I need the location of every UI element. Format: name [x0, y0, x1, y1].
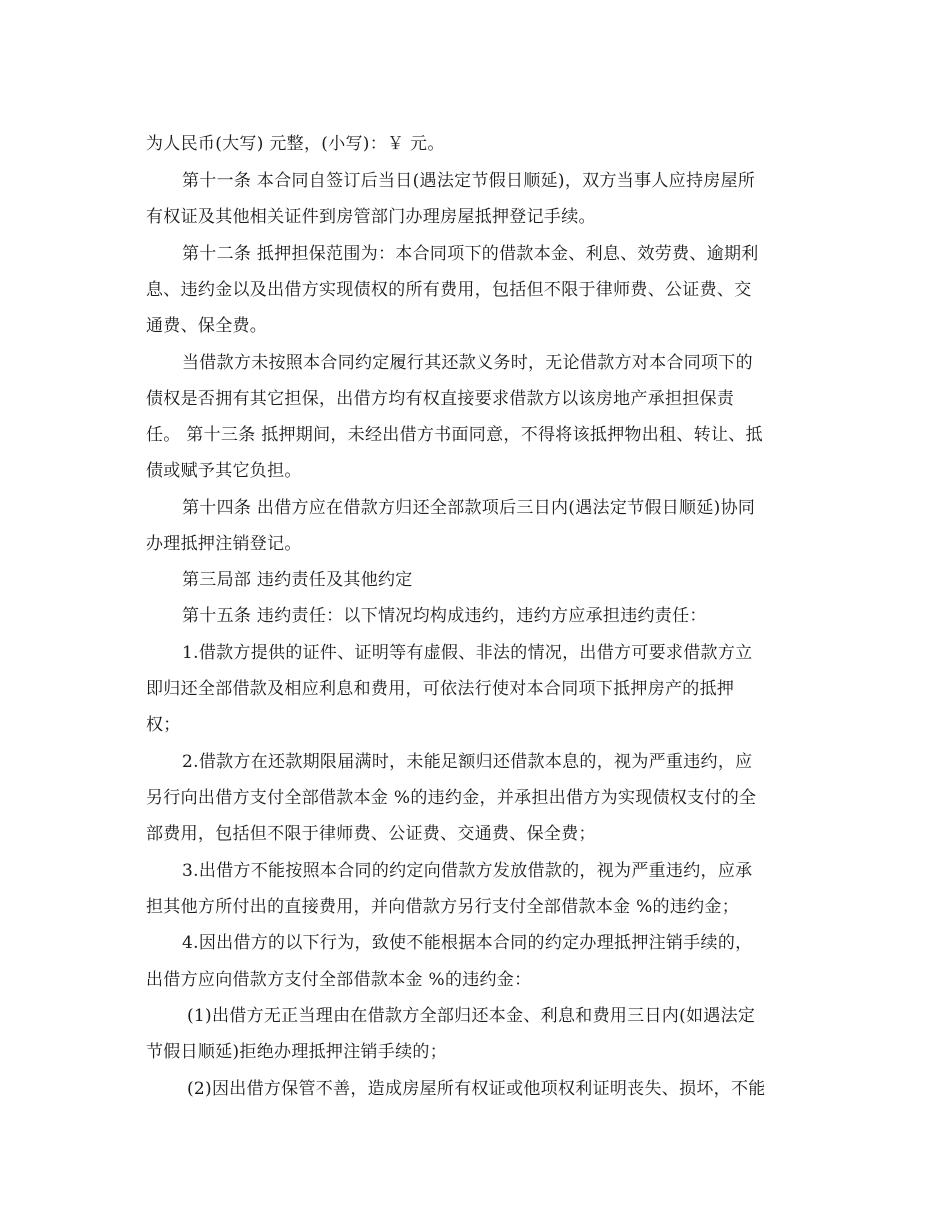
text-line: 息、违约金以及出借方实现债权的所有费用，包括但不限于律师费、公证费、交	[146, 280, 752, 300]
text-line: 第十四条 出借方应在借款方归还全部款项后三日内(遇法定节假日顺延)协同	[182, 498, 756, 518]
text-line: 债权是否拥有其它担保，出借方均有权直接要求借款方以该房地产承担担保责	[146, 389, 735, 409]
text-line: 第十一条 本合同自签订后当日(遇法定节假日顺延)，双方当事人应持房屋所	[182, 171, 756, 191]
text-line: 当借款方未按照本合同约定履行其还款义务时，无论借款方对本合同项下的	[182, 353, 753, 373]
text-line: 第十二条 抵押担保范围为：本合同项下的借款本金、利息、效劳费、逾期利	[182, 244, 759, 264]
text-line: 债或赋予其它负担。	[146, 461, 302, 481]
text-line: 2.借款方在还款期限届满时，未能足额归还借款本息的，视为严重违约，应	[182, 752, 753, 772]
text-line: 3.出借方不能按照本合同的约定向借款方发放借款的，视为严重违约，应承	[182, 861, 753, 881]
text-line: 有权证及其他相关证件到房管部门办理房屋抵押登记手续。	[146, 207, 596, 227]
text-line: 即归还全部借款及相应利息和费用，可依法行使对本合同项下抵押房产的抵押	[146, 679, 735, 699]
section-heading: 第三局部 违约责任及其他约定	[182, 570, 413, 590]
text-line: (2)因出借方保管不善，造成房屋所有权证或他项权利证明丧失、损坏，不能	[187, 1079, 766, 1099]
text-line: 第十五条 违约责任：以下情况均构成违约，违约方应承担违约责任：	[182, 606, 707, 626]
text-line: 担其他方所付出的直接费用，并向借款方另行支付全部借款本金 %的违约金；	[146, 897, 740, 917]
text-line: 另行向出借方支付全部借款本金 %的违约金，并承担出借方为实现债权支付的全	[146, 788, 757, 808]
text-line: 权；	[146, 715, 181, 735]
text-line: 办理抵押注销登记。	[146, 534, 302, 554]
text-line: 4.因出借方的以下行为，致使不能根据本合同的约定办理抵押注销手续的，	[182, 933, 753, 953]
text-line: 1.借款方提供的证件、证明等有虚假、非法的情况，出借方可要求借款方立	[182, 643, 753, 663]
text-line: 通费、保全费。	[146, 316, 268, 336]
text-line: (1)出借方无正当理由在借款方全部归还本金、利息和费用三日内(如遇法定	[187, 1006, 756, 1026]
text-line: 任。 第十三条 抵押期间，未经出借方书面同意，不得将该抵押物出租、转让、抵	[146, 425, 763, 445]
text-line: 节假日顺延)拒绝办理抵押注销手续的；	[146, 1042, 448, 1062]
text-line: 为人民币(大写) 元整，(小写)：￥ 元。	[146, 134, 445, 154]
text-line: 部费用，包括但不限于律师费、公证费、交通费、保全费；	[146, 824, 596, 844]
text-line: 出借方应向借款方支付全部借款本金 %的违约金：	[146, 970, 532, 990]
